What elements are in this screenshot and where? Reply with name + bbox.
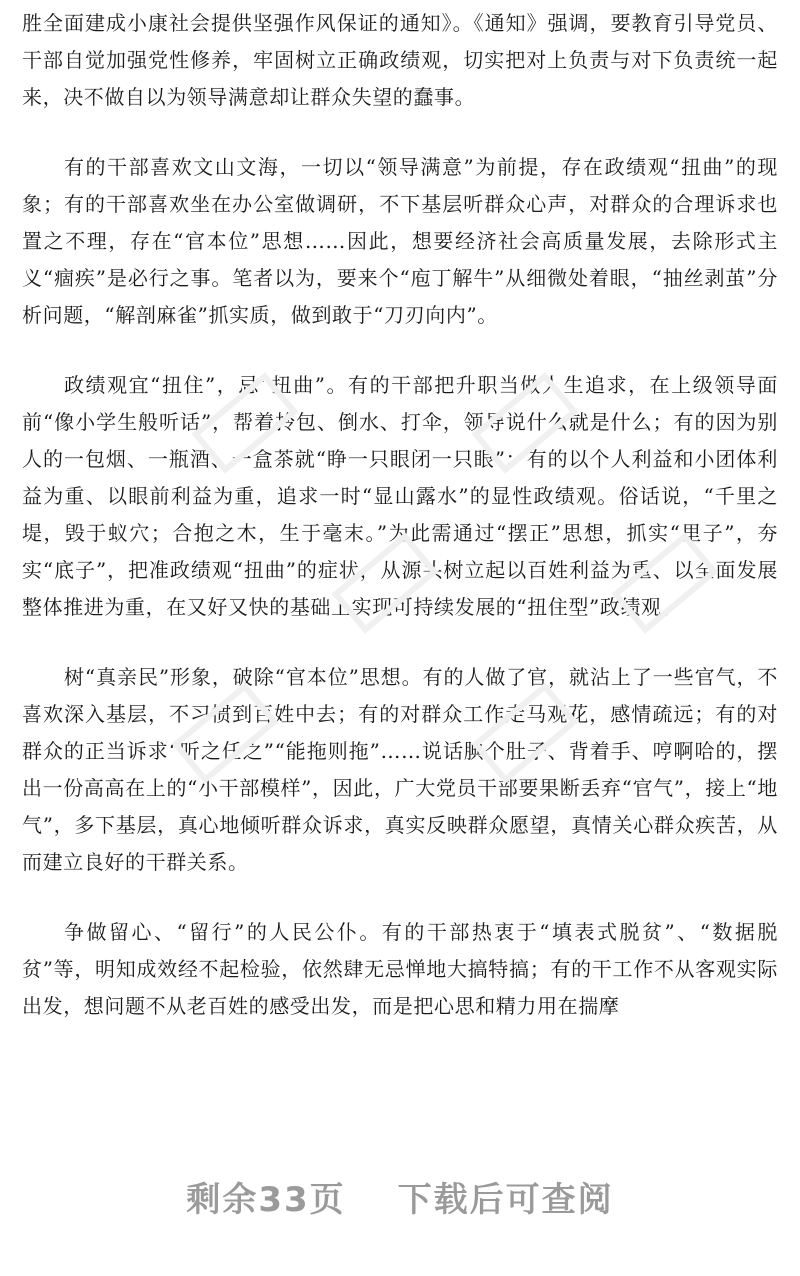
paragraph: 争做留心、“留行”的人民公仆。有的干部热衷于“填表式脱贫”、“数据脱贫”等，明知成效经不起检验，依然肆无忌惮地大搞特搞；有的干工作不从客观实际出发，想问题不从老百姓的感受出发，而是把心思和精力用在揣摩 (22, 920, 778, 1018)
paragraph: 有的干部喜欢文山文海，一切以“领导满意”为前提，存在政绩观“扭曲”的现象；有的干部喜欢坐在办公室做调研，不下基层听群众心声，对群众的合理诉求也置之不理，存在“官本位”思想……因此，想要经济社会高质量发展，去除形式主义“痼疾”是必行之事。笔者以为，要来个“庖丁解牛”从细微处着眼，“抽丝剥茧”分析问题，“解剖麻雀”抓实质，做到敢于“刀刃向内”。 (22, 155, 778, 327)
paragraph-gap (22, 626, 778, 659)
paragraph-continued: 胜全面建成小康社会提供坚强作风保证的通知》。《通知》强调，要教育引导党员、干部自觉加强党性修养，牢固树立正确政绩观，切实把对上负责与对下负责统一起来，决不做自以为领导满意却让群众失望的蠢事。 (22, 11, 778, 109)
paragraph: 政绩观宜“扭住”，忌“扭曲”。有的干部把升职当做人生追求，在上级领导面前“像小学生般听话”，帮着拎包、倒水、打伞，领导说什么就是什么；有的因为别人的一包烟、一瓶酒、一盒茶就“睁一只眼闭一只眼”；有的以个人利益和小团体利益为重、以眼前利益为重，追求一时“显山露水”的显性政绩观。俗话说，“千里之堤，毁于蚁穴；合抱之木，生于毫末。”为此需通过“摆正”思想，抓实“里子”，夯实“底子”，把准政绩观“扭曲”的症状，从源头树立起以百姓利益为重、以全面发展整体推进为重，在又好又快的基础上实现可持续发展的“扭住型”政绩观。 (22, 373, 778, 619)
paragraph-gap (22, 334, 778, 367)
document-body (22, 0, 778, 1060)
download-to-view-label: 下载后可查阅 (397, 1180, 614, 1220)
paragraph-gap (22, 116, 778, 149)
download-prompt[interactable] (0, 1172, 800, 1221)
paragraph: 树“真亲民”形象，破除“官本位”思想。有的人做了官，就沾上了一些官气，不喜欢深入基层，不习惯到百姓中去；有的对群众工作走马观花，感情疏远；有的对群众的正当诉求“听之任之”“能拖则拖”……说话腆个肚子、背着手、哼啊哈的，摆出一份高高在上的“小干部模样”，因此，广大党员干部要果断丢弃“官气”，接上“地气”，多下基层，真心地倾听群众诉求，真实反映群众愿望，真情关心群众疾苦，从而建立良好的干群关系。 (22, 665, 778, 874)
paragraph-gap (22, 881, 778, 914)
remaining-pages-label: 剩余33页 (186, 1180, 346, 1220)
